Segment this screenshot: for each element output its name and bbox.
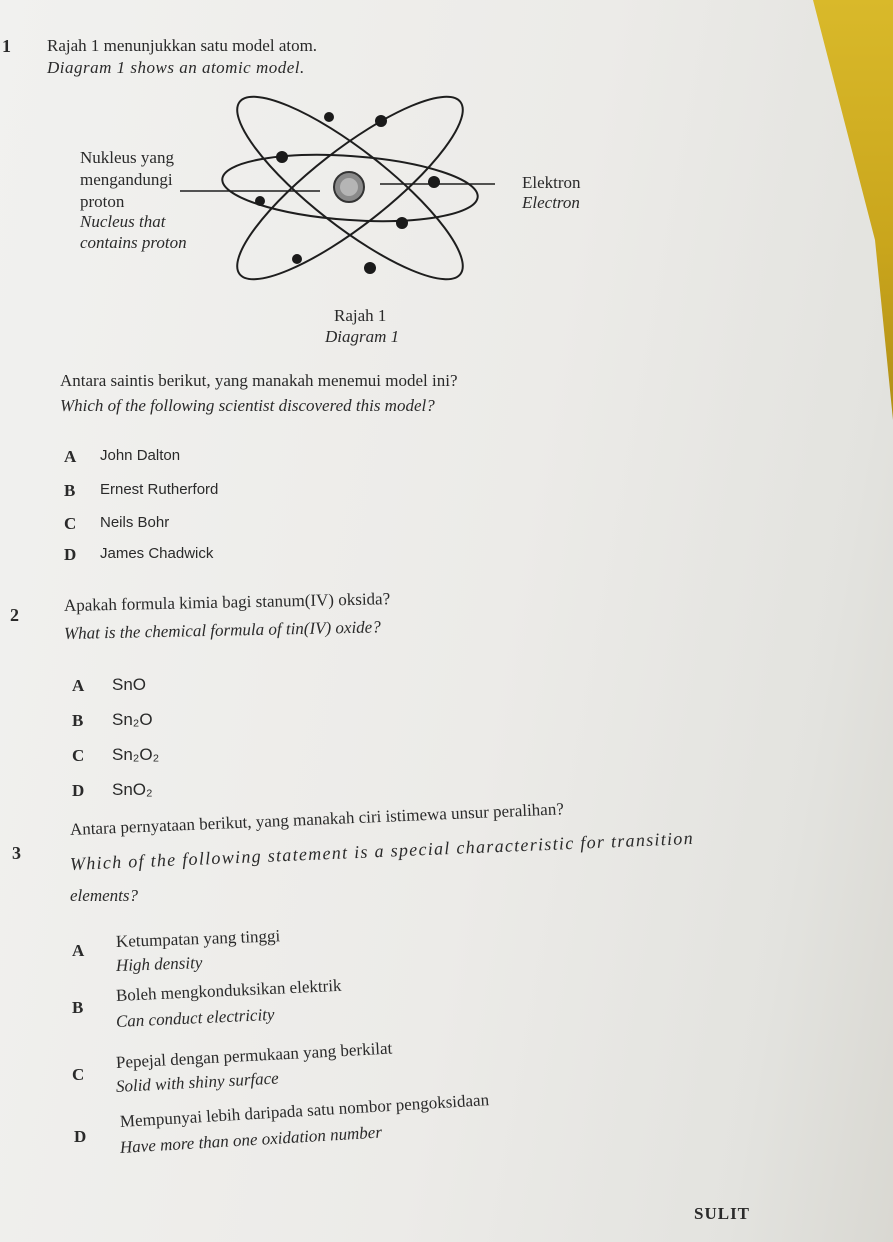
q3-option-a-en: High density <box>115 952 203 975</box>
q3-option-d-letter: D <box>74 1127 87 1146</box>
q2-option-a-text: SnO <box>112 675 147 694</box>
q3-question-en-1: Which of the following statement is a special characteristic for transition <box>69 827 695 874</box>
q2-option-d-letter: D <box>72 781 85 800</box>
q1-option-a-letter: A <box>64 447 77 466</box>
q2-option-c-letter: C <box>72 746 85 765</box>
q1-option-d-text: James Chadwick <box>100 545 214 562</box>
q3-option-c-en: Solid with shiny surface <box>115 1068 280 1096</box>
q2-option-b-text: Sn₂O <box>112 710 153 729</box>
q1-option-b-text: Ernest Rutherford <box>100 481 219 498</box>
q3-option-a-letter: A <box>72 941 85 960</box>
q3-option-c-letter: C <box>72 1065 85 1084</box>
diagram-caption-ms: Rajah 1 <box>334 306 387 325</box>
q2-question-en: What is the chemical formula of tin(IV) oxide? <box>63 617 381 643</box>
q1-line-ms: Rajah 1 menunjukkan satu model atom. <box>47 36 318 55</box>
footer-sulit-mark: SULIT <box>694 1204 751 1223</box>
q1-option-b-letter: B <box>64 481 76 500</box>
q3-number: 3 <box>12 843 21 863</box>
q3-question-ms: Antara pernyataan berikut, yang manakah ciri istimewa unsur peralihan? <box>69 799 565 839</box>
q3-option-b-ms: Boleh mengkonduksikan elektrik <box>115 975 342 1005</box>
label-nucleus-en-2: contains proton <box>80 233 187 252</box>
diagram-caption-en: Diagram 1 <box>325 327 400 346</box>
q2-question-ms: Apakah formula kimia bagi stanum(IV) oksida? <box>63 589 391 615</box>
q2-number: 2 <box>10 605 19 625</box>
label-nucleus-en-1: Nucleus that <box>80 212 166 231</box>
label-electron-ms: Elektron <box>522 173 581 192</box>
q3-option-d-en: Have more than one oxidation number <box>119 1122 383 1157</box>
q1-option-c-text: Neils Bohr <box>100 514 170 531</box>
q1-line-en: Diagram 1 shows an atomic model. <box>47 58 305 77</box>
q3-option-b-letter: B <box>72 998 84 1017</box>
q1-option-c-letter: C <box>64 514 77 533</box>
label-nucleus-ms-1: Nukleus yang <box>80 148 174 167</box>
q2-option-d-text: SnO₂ <box>112 780 153 799</box>
q3-option-d-ms: Mempunyai lebih daripada satu nombor pengoksidaan <box>119 1090 490 1131</box>
q3-option-a-ms: Ketumpatan yang tinggi <box>115 926 281 951</box>
q3-option-b-en: Can conduct electricity <box>115 1004 275 1031</box>
q3-option-c-ms: Pepejal dengan permukaan yang berkilat <box>115 1038 393 1072</box>
q1-option-d-letter: D <box>64 545 77 564</box>
label-nucleus-ms-2: mengandungi <box>80 170 173 189</box>
label-nucleus-ms-3: proton <box>80 192 125 211</box>
q2-option-b-letter: B <box>72 711 84 730</box>
q2-option-a-letter: A <box>72 676 85 695</box>
q1-option-a-text: John Dalton <box>100 447 181 464</box>
q2-option-c-text: Sn₂O₂ <box>112 745 160 764</box>
q1-question-ms: Antara saintis berikut, yang manakah menemui model ini? <box>60 371 458 390</box>
q1-number: 1 <box>2 36 11 56</box>
q1-question-en: Which of the following scientist discovered this model? <box>60 396 435 415</box>
label-electron-en: Electron <box>522 193 580 212</box>
q3-question-en-2: elements? <box>70 886 138 905</box>
